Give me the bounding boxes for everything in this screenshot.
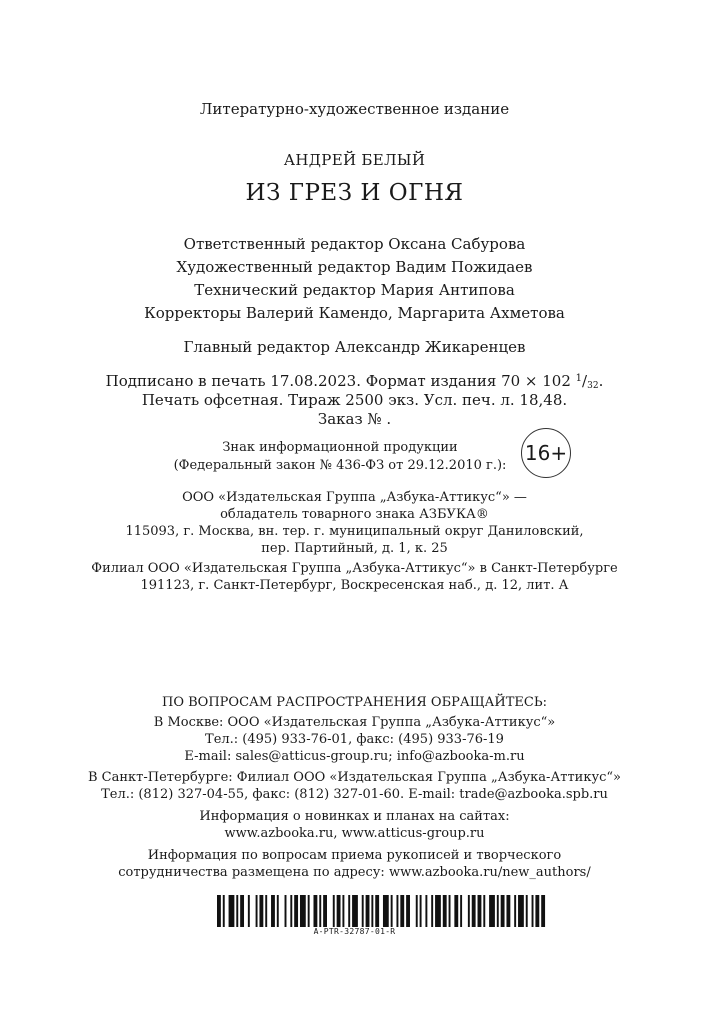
publisher-line: обладатель товарного знака АЗБУКА®	[220, 507, 489, 522]
barcode-bar	[449, 895, 451, 927]
barcode-bar	[217, 895, 221, 927]
distribution-spb-line: Тел.: (812) 327-04-55, факс: (812) 327-01-60. E-mail: trade@azbooka.spb.ru	[101, 787, 608, 802]
barcode-bar	[526, 895, 528, 927]
barcode-bar	[240, 895, 244, 927]
barcode-bar	[342, 895, 344, 927]
barcode-bar	[271, 895, 275, 927]
author-name: АНДРЕЙ БЕЛЫЙ	[283, 151, 426, 169]
distribution-sites-line: www.azbooka.ru, www.atticus-group.ru	[224, 826, 485, 841]
barcode-bar	[319, 895, 321, 927]
barcode-bar	[277, 895, 279, 927]
barcode-bar	[431, 895, 433, 927]
editor-line: Технический редактор Мария Антипова	[194, 281, 515, 299]
barcode-bar	[285, 895, 287, 927]
barcode-bar	[416, 895, 418, 927]
barcode-bar	[514, 895, 516, 927]
age-rating-badge: 16+	[521, 428, 571, 478]
barcode-bar	[337, 895, 341, 927]
distribution-sites-line: Информация о новинках и планах на сайтах:	[199, 809, 510, 824]
barcode-bar	[236, 895, 238, 927]
barcode-bar	[223, 895, 225, 927]
barcode-bar	[294, 895, 298, 927]
barcode-bar	[489, 895, 495, 927]
barcode-bar	[348, 895, 350, 927]
branch-line: Филиал ООО «Издательская Группа „Азбука-Аттикус“» в Санкт-Петербурге	[91, 561, 618, 576]
print-signed-text: Подписано в печать 17.08.2023. Формат издания 70 × 102	[105, 372, 571, 390]
format-period: .	[598, 372, 604, 390]
publisher-line: ООО «Издательская Группа „Азбука-Аттикус“» —	[182, 490, 527, 505]
publisher-line: пер. Партийный, д. 1, к. 25	[261, 541, 448, 556]
barcode-bar	[265, 895, 267, 927]
barcode-bar	[300, 895, 306, 927]
barcode-bar	[420, 895, 422, 927]
distribution-heading: ПО ВОПРОСАМ РАСПРОСТРАНЕНИЯ ОБРАЩАЙТЕСЬ:	[161, 695, 547, 710]
barcode-bar	[478, 895, 482, 927]
barcode-bar	[375, 895, 379, 927]
format-slash: /	[582, 372, 588, 390]
barcode-bar	[352, 895, 358, 927]
format-numerator: 1	[575, 373, 583, 384]
info-sign-law: (Федеральный закон № 436-ФЗ от 29.12.2010 г.):	[173, 458, 507, 473]
barcode-bar	[396, 895, 398, 927]
barcode-bar	[541, 895, 545, 927]
print-signed-line	[0, 372, 709, 391]
barcode-bar	[435, 895, 441, 927]
barcode-bar	[535, 895, 539, 927]
barcode-bar	[290, 895, 292, 927]
barcode-bar	[371, 895, 373, 927]
barcode-bar	[308, 895, 310, 927]
barcode-image	[217, 895, 547, 927]
edition-type: Литературно-художественное издание	[199, 100, 510, 118]
barcode-bar	[497, 895, 499, 927]
barcode-bar	[425, 895, 427, 927]
distribution-moscow-line: Тел.: (495) 933-76-01, факс: (495) 933-76-19	[205, 732, 504, 747]
chief-editor: Главный редактор Александр Жикаренцев	[183, 338, 526, 356]
barcode-bar	[333, 895, 335, 927]
barcode-bar	[259, 895, 263, 927]
barcode-bar	[406, 895, 410, 927]
info-sign-label: Знак информационной продукции	[222, 440, 458, 455]
publisher-line: 115093, г. Москва, вн. тер. г. муниципальный округ Даниловский,	[125, 524, 584, 539]
branch-line: 191123, г. Санкт-Петербург, Воскресенская наб., д. 12, лит. А	[140, 578, 569, 593]
distribution-moscow-line: В Москве: ООО «Издательская Группа „Азбука-Аттикус“»	[153, 715, 556, 730]
barcode-bar	[400, 895, 404, 927]
barcode-bar	[483, 895, 485, 927]
distribution-spb-line: В Санкт-Петербурге: Филиал ООО «Издательская Группа „Азбука-Аттикус“»	[87, 770, 622, 785]
book-title: ИЗ ГРЕЗ И ОГНЯ	[245, 180, 464, 206]
barcode-bar	[443, 895, 447, 927]
editor-line: Корректоры Валерий Камендо, Маргарита Ахметова	[144, 304, 565, 322]
manuscripts-line: Информация по вопросам приема рукописей и творческого	[147, 848, 562, 863]
barcode-bar	[313, 895, 317, 927]
barcode-bar	[532, 895, 534, 927]
print-run-line: Печать офсетная. Тираж 2500 экз. Усл. печ. л. 18,48.	[141, 391, 568, 409]
barcode-bar	[454, 895, 458, 927]
barcode-bar	[518, 895, 524, 927]
barcode-bar	[506, 895, 510, 927]
barcode-bar	[256, 895, 258, 927]
editor-line: Ответственный редактор Оксана Сабурова	[183, 235, 526, 253]
barcode-bar	[323, 895, 327, 927]
barcode-bar	[472, 895, 476, 927]
barcode-bar	[229, 895, 235, 927]
distribution-moscow-line: E-mail: sales@atticus-group.ru; info@azbooka-m.ru	[184, 749, 525, 764]
barcode-bar	[366, 895, 370, 927]
barcode-bar	[391, 895, 393, 927]
manuscripts-line: сотрудничества размещена по адресу: www.azbooka.ru/new_authors/	[118, 865, 591, 880]
format-denominator: 32	[587, 381, 599, 391]
barcode-bar	[501, 895, 505, 927]
order-number: Заказ № .	[317, 410, 392, 428]
barcode-bar	[362, 895, 364, 927]
barcode-bar	[383, 895, 389, 927]
barcode-bar	[248, 895, 250, 927]
barcode-bar	[460, 895, 462, 927]
editor-line: Художественный редактор Вадим Пожидаев	[176, 258, 533, 276]
barcode-bar	[468, 895, 470, 927]
barcode-code: A-PTR-32787-01-R	[313, 927, 396, 936]
